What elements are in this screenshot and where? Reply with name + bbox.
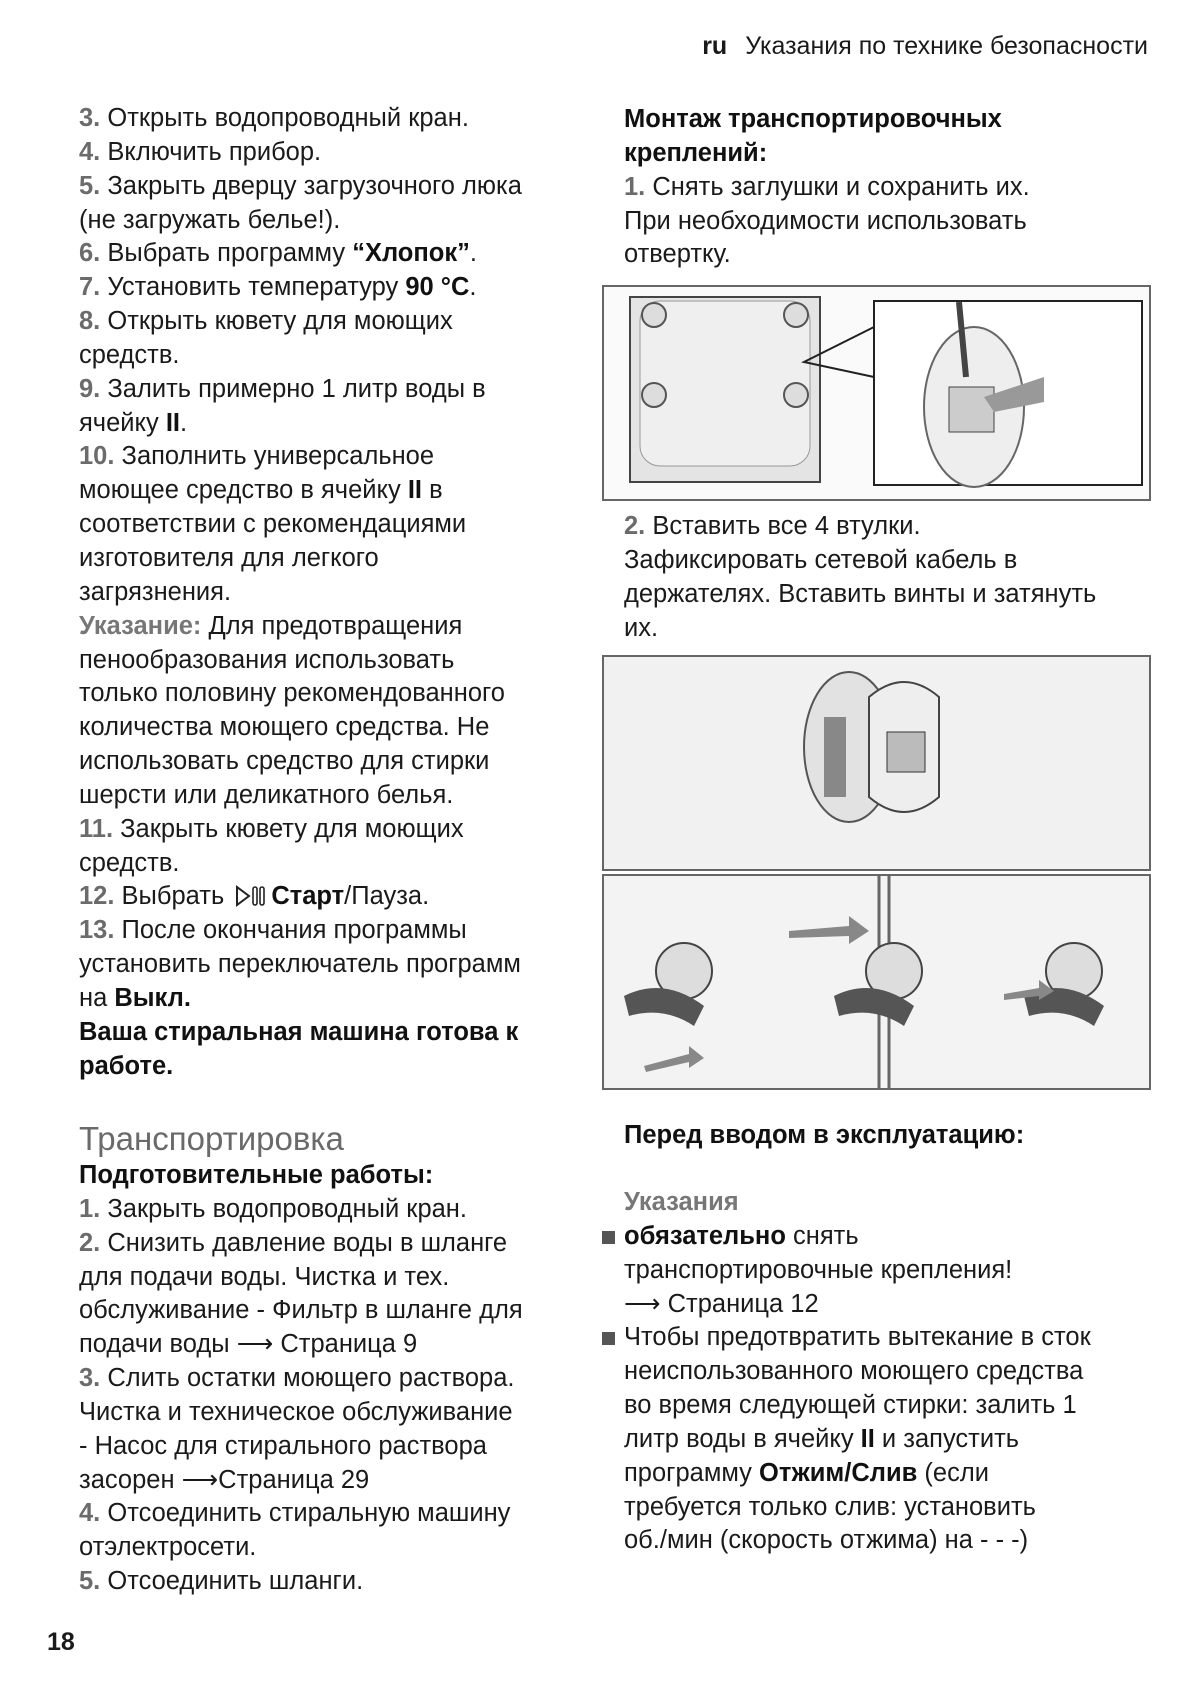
text-line bbox=[624, 171, 1030, 205]
body-text: Открыть кювету для моющих bbox=[100, 307, 453, 336]
body-text: Отсоединить шланги. bbox=[100, 1567, 364, 1596]
body-text: Чтобы предотвратить вытекание в сток bbox=[624, 1323, 1091, 1352]
body-text: Выбрать программу bbox=[100, 239, 353, 268]
step-number: 5. bbox=[79, 1567, 101, 1596]
emphasis-text: II bbox=[165, 408, 180, 437]
step-number: 2. bbox=[79, 1228, 101, 1257]
text-line bbox=[79, 237, 522, 271]
body-text: Снять заглушки и сохранить их. bbox=[645, 172, 1030, 201]
text-line bbox=[79, 1016, 522, 1050]
body-text: засорен ⟶Страница 29 bbox=[79, 1465, 370, 1494]
text-line bbox=[624, 1491, 1091, 1525]
emphasis-text: Старт bbox=[271, 882, 345, 911]
body-text: /Пауза. bbox=[344, 882, 430, 911]
text-line bbox=[79, 1328, 523, 1362]
body-text: Включить прибор. bbox=[100, 137, 322, 166]
text-line bbox=[79, 610, 522, 644]
body-text: неиспользованного моющего средства bbox=[624, 1357, 1084, 1386]
body-text: держателях. Вставить винты и затянуть bbox=[624, 579, 1097, 608]
body-text: Снизить давление воды в шланге bbox=[100, 1228, 508, 1257]
emphasis-text: 90 °C bbox=[405, 273, 470, 302]
text-line bbox=[79, 1430, 523, 1464]
emphasis-text: работе. bbox=[79, 1051, 174, 1080]
text-line bbox=[79, 440, 522, 474]
body-text: установить переключатель программ bbox=[79, 950, 521, 979]
text-line bbox=[624, 612, 1096, 646]
step-number: 4. bbox=[79, 1499, 101, 1528]
page-number: 18 bbox=[47, 1628, 75, 1656]
text-line bbox=[79, 1050, 522, 1084]
text-line bbox=[79, 847, 522, 881]
body-text: количества моющего средства. Не bbox=[79, 713, 490, 742]
text-line bbox=[79, 880, 522, 914]
body-text: (если bbox=[917, 1458, 989, 1487]
bullet-marker bbox=[602, 1231, 615, 1244]
illustration-remove-plugs bbox=[602, 285, 1151, 501]
step-number: 2. bbox=[624, 512, 646, 540]
text-line bbox=[79, 982, 522, 1016]
emphasis-text: II bbox=[860, 1424, 875, 1453]
body-text: во время следующей стирки: залить 1 bbox=[624, 1391, 1077, 1420]
body-text: снять bbox=[785, 1221, 859, 1250]
text-line bbox=[79, 1464, 523, 1498]
body-text: Залить примерно 1 литр воды в bbox=[100, 374, 486, 403]
step-number: 10. bbox=[79, 442, 115, 471]
body-text: на bbox=[79, 983, 115, 1012]
text-line bbox=[624, 1524, 1091, 1558]
text-line bbox=[79, 407, 522, 441]
body-text: моющее средство в ячейку bbox=[79, 476, 408, 505]
text-line bbox=[79, 339, 522, 373]
text-line bbox=[79, 102, 522, 136]
text-line bbox=[79, 1531, 523, 1565]
step-number: 6. bbox=[79, 239, 101, 268]
body-text: - Насос для стирального раствора bbox=[79, 1431, 487, 1460]
left-column-steps bbox=[79, 102, 522, 1083]
emphasis-text: креплений: bbox=[624, 138, 768, 167]
body-text: их. bbox=[624, 613, 659, 642]
body-text: загрязнения. bbox=[79, 577, 232, 606]
body-text: средств. bbox=[79, 848, 180, 877]
emphasis-text: Выкл. bbox=[114, 983, 191, 1012]
body-text: шерсти или деликатного белья. bbox=[79, 780, 454, 809]
text-line bbox=[79, 1565, 523, 1599]
body-text: требуется только слив: установить bbox=[624, 1492, 1036, 1521]
text-line bbox=[79, 948, 522, 982]
text-line bbox=[79, 779, 522, 813]
emphasis-text: Отжим/Слив bbox=[759, 1458, 918, 1487]
illustration-fix-cable bbox=[602, 874, 1151, 1090]
emphasis-text: Указание: bbox=[79, 611, 202, 640]
body-text: Закрыть водопроводный кран. bbox=[100, 1194, 467, 1223]
text-line bbox=[79, 271, 522, 305]
body-text: использовать средство для стирки bbox=[79, 747, 490, 776]
step-number: 3. bbox=[79, 1364, 101, 1393]
body-text: Отсоединить стиральную машину bbox=[100, 1499, 511, 1528]
body-text: обслуживание - Фильтр в шланге для bbox=[79, 1296, 523, 1325]
emphasis-text: обязательно bbox=[624, 1221, 786, 1250]
step-number: 7. bbox=[79, 273, 101, 302]
step-number: 3. bbox=[79, 104, 101, 132]
text-line bbox=[79, 204, 522, 238]
body-text: . bbox=[469, 239, 477, 268]
body-text: пенообразования использовать bbox=[79, 645, 455, 674]
text-line bbox=[79, 745, 522, 779]
body-text: Заполнить универсальное bbox=[114, 442, 435, 471]
body-text: об./мин (скорость отжима) на - - -) bbox=[624, 1526, 1029, 1555]
body-text: Слить остатки моющего раствора. bbox=[100, 1364, 515, 1393]
language-code: ru bbox=[702, 32, 728, 60]
transport-heading: Транспортировка bbox=[79, 1120, 344, 1157]
text-line bbox=[79, 474, 522, 508]
text-line bbox=[624, 1389, 1091, 1423]
text-line bbox=[79, 711, 522, 745]
text-line bbox=[79, 813, 522, 847]
text-line bbox=[624, 137, 1030, 171]
body-text: в bbox=[421, 476, 443, 505]
body-text: соответствии с рекомендациями bbox=[79, 510, 467, 539]
body-text: подачи воды ⟶ Страница 9 bbox=[79, 1330, 418, 1359]
section-title: Указания по технике безопасности bbox=[745, 32, 1148, 60]
body-text: При необходимости использовать bbox=[624, 206, 1027, 235]
bullet-marker bbox=[602, 1332, 615, 1345]
body-text: Зафиксировать сетевой кабель в bbox=[624, 545, 1018, 574]
body-text: ячейку bbox=[79, 408, 166, 437]
page-header bbox=[702, 32, 1148, 61]
text-line bbox=[79, 373, 522, 407]
text-line bbox=[624, 1355, 1091, 1389]
text-line bbox=[624, 1288, 1091, 1322]
step-number: 11. bbox=[79, 814, 114, 843]
body-text: изготовителя для легкого bbox=[79, 543, 379, 572]
text-line bbox=[624, 578, 1096, 612]
body-text: Для предотвращения bbox=[201, 611, 463, 640]
body-text: Чистка и техническое обслуживание bbox=[79, 1397, 513, 1426]
body-text: отвертку. bbox=[624, 240, 731, 269]
text-line bbox=[624, 1254, 1091, 1288]
text-line bbox=[79, 136, 522, 170]
text-line bbox=[79, 1294, 523, 1328]
text-line bbox=[624, 103, 1030, 137]
body-text: Установить температуру bbox=[100, 273, 406, 302]
body-text: Закрыть кювету для моющих bbox=[113, 814, 464, 843]
step-number: 4. bbox=[79, 137, 101, 166]
text-line bbox=[624, 238, 1030, 272]
emphasis-text: “Хлопок” bbox=[352, 239, 470, 268]
step-number: 12. bbox=[79, 882, 115, 911]
emphasis-text: Подготовительные работы: bbox=[79, 1161, 434, 1189]
text-line bbox=[624, 1119, 1024, 1153]
start-pause-icon bbox=[234, 883, 268, 917]
text-line bbox=[79, 1362, 523, 1396]
body-text: средств. bbox=[79, 340, 180, 369]
illustration-insert-bushings bbox=[602, 655, 1151, 871]
step-number: 8. bbox=[79, 307, 101, 336]
text-line bbox=[79, 170, 522, 204]
text-line bbox=[624, 1321, 1091, 1355]
text-line bbox=[79, 542, 522, 576]
text-line bbox=[624, 1186, 1091, 1220]
body-text: для подачи воды. Чистка и тех. bbox=[79, 1262, 450, 1291]
step-number: 9. bbox=[79, 374, 101, 403]
body-text: программу bbox=[624, 1458, 760, 1487]
step-number: 1. bbox=[624, 172, 646, 201]
body-text: только половину рекомендованного bbox=[79, 679, 505, 708]
step-number: 5. bbox=[79, 171, 101, 200]
text-line bbox=[79, 1396, 523, 1430]
text-line bbox=[79, 677, 522, 711]
emphasis-text: II bbox=[407, 476, 422, 505]
text-line bbox=[79, 508, 522, 542]
text-line bbox=[624, 510, 1096, 544]
body-text: . bbox=[469, 273, 477, 302]
body-text: и запустить bbox=[874, 1424, 1020, 1453]
body-text: ⟶ Страница 12 bbox=[624, 1289, 819, 1318]
text-line bbox=[79, 914, 522, 948]
text-line bbox=[624, 1457, 1091, 1491]
body-text: После окончания программы bbox=[114, 916, 467, 945]
step-number: 13. bbox=[79, 916, 115, 945]
emphasis-text: Монтаж транспортировочных bbox=[624, 105, 1002, 133]
step-number: 1. bbox=[79, 1194, 101, 1223]
preparation-steps bbox=[79, 1159, 523, 1599]
insert-bushings-steps bbox=[624, 510, 1096, 645]
text-line bbox=[624, 205, 1030, 239]
text-line bbox=[79, 1193, 523, 1227]
body-text: Закрыть дверцу загрузочного люка bbox=[100, 171, 522, 200]
text-line bbox=[79, 305, 522, 339]
text-line bbox=[79, 1261, 523, 1295]
text-line bbox=[79, 1159, 523, 1193]
body-text: транспортировочные крепления! bbox=[624, 1255, 1013, 1284]
body-text: Выбрать bbox=[114, 882, 232, 911]
text-line bbox=[79, 576, 522, 610]
emphasis-text: Перед вводом в эксплуатацию: bbox=[624, 1121, 1025, 1149]
emphasis-text: Указания bbox=[624, 1188, 739, 1216]
body-text: Открыть водопроводный кран. bbox=[100, 104, 469, 132]
mounting-steps bbox=[624, 103, 1030, 272]
text-line bbox=[624, 1220, 1091, 1254]
before-use-heading bbox=[624, 1119, 1024, 1153]
body-text: Вставить все 4 втулки. bbox=[645, 512, 921, 540]
body-text: литр воды в ячейку bbox=[624, 1424, 861, 1453]
body-text: отэлектросети. bbox=[79, 1533, 257, 1562]
emphasis-text: Ваша стиральная машина готова к bbox=[79, 1017, 519, 1046]
text-line bbox=[79, 1497, 523, 1531]
text-line bbox=[624, 1423, 1091, 1457]
text-line bbox=[79, 1227, 523, 1261]
notes-list bbox=[624, 1186, 1091, 1558]
text-line bbox=[79, 644, 522, 678]
body-text: . bbox=[179, 408, 188, 437]
text-line bbox=[624, 544, 1096, 578]
body-text: (не загружать белье!). bbox=[79, 205, 341, 234]
